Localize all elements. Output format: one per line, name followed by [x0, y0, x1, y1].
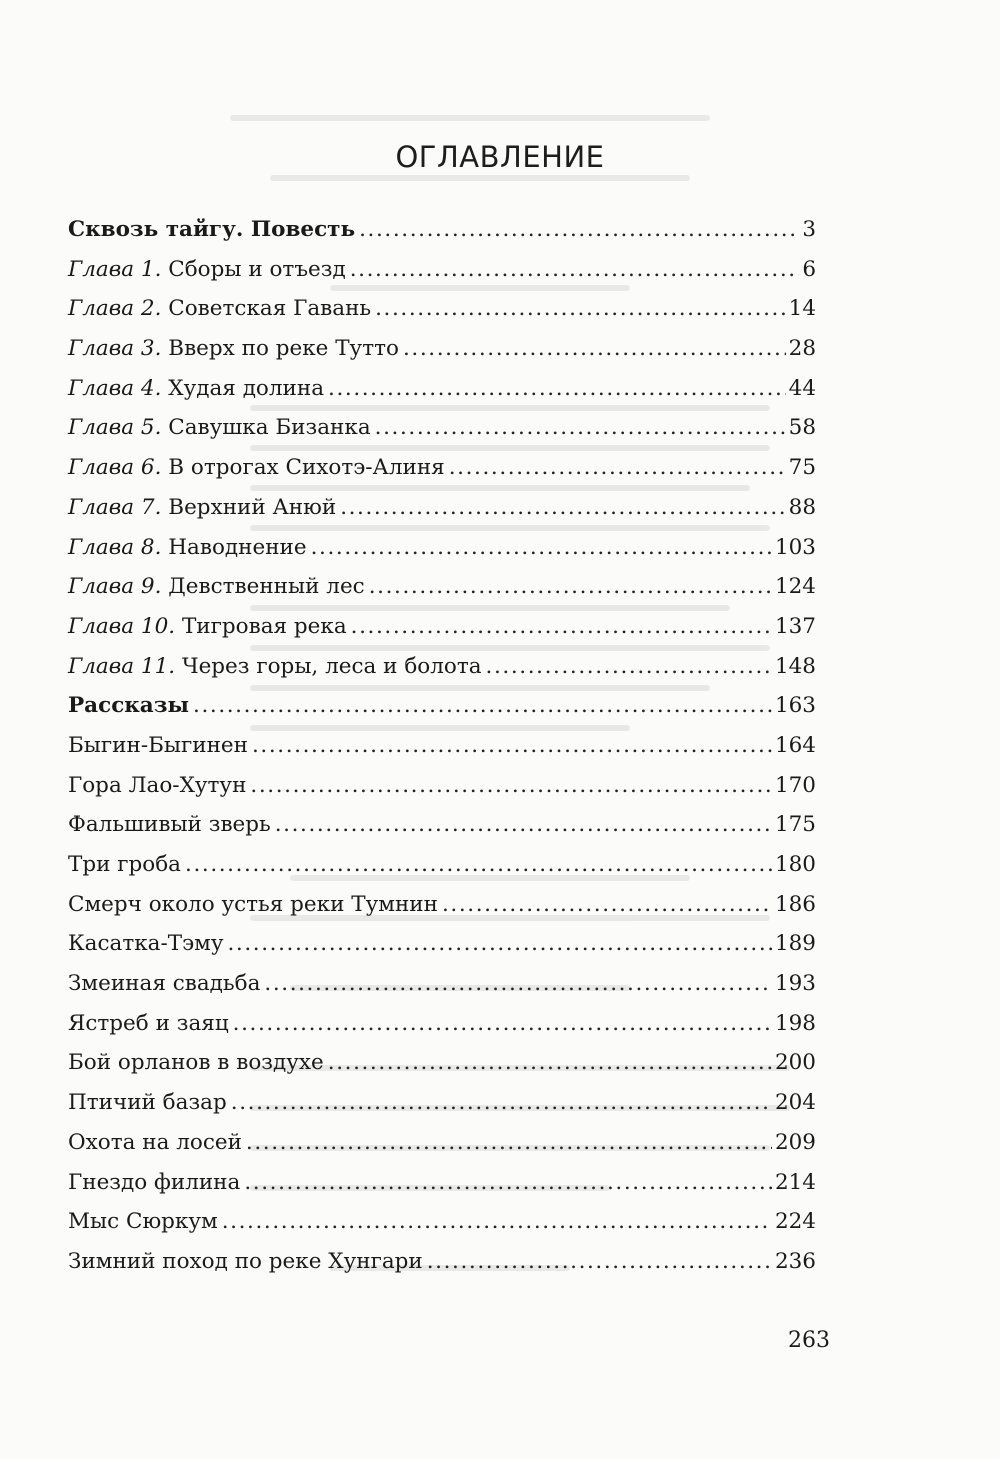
chapter-prefix: Глава 2.	[68, 296, 162, 322]
dot-leader	[244, 1163, 772, 1203]
dot-leader	[486, 647, 772, 687]
story-title: Охота на лосей	[68, 1129, 242, 1155]
toc-page-number: 137	[774, 613, 816, 639]
toc-page-number: 3	[802, 217, 816, 242]
story-title: Три гроба	[68, 852, 182, 877]
toc-story-entry[interactable]	[68, 1043, 816, 1083]
toc-part-title: Сквозь тайгу. Повесть	[68, 217, 356, 242]
dot-leader	[442, 885, 772, 925]
dot-leader	[185, 845, 772, 885]
toc-story-entry[interactable]	[68, 964, 816, 1004]
dot-leader	[252, 726, 772, 766]
toc-story-entry[interactable]	[68, 766, 816, 806]
toc-story-entry[interactable]	[68, 1242, 816, 1282]
toc-story-entry[interactable]	[68, 1083, 816, 1123]
dot-leader	[311, 528, 772, 568]
dot-leader	[340, 488, 785, 528]
toc-chapter-entry[interactable]	[68, 528, 816, 568]
toc-page-number: 103	[774, 534, 816, 560]
chapter-prefix: Глава 6.	[68, 455, 162, 481]
toc-page-number: 224	[774, 1209, 816, 1235]
toc-page-number: 200	[774, 1050, 816, 1076]
toc-page-number: 88	[788, 494, 816, 520]
dot-leader	[427, 1242, 772, 1282]
chapter-title: В отрогах Сихотэ-Алиня	[168, 455, 445, 481]
dot-leader	[275, 805, 772, 845]
toc-story-entry[interactable]	[68, 885, 816, 925]
dot-leader	[403, 329, 786, 369]
dot-leader	[222, 1202, 772, 1242]
page-title: ОГЛАВЛЕНИЕ	[395, 140, 605, 174]
toc-story-entry[interactable]	[68, 924, 816, 964]
chapter-title: Наводнение	[168, 534, 307, 560]
toc-chapter-entry[interactable]	[68, 250, 816, 290]
chapter-title: Верхний Анюй	[168, 494, 337, 520]
toc-chapter-entry[interactable]	[68, 329, 816, 369]
chapter-title: Девственный лес	[168, 574, 365, 600]
toc-page-number: 14	[788, 296, 816, 322]
chapter-prefix: Глава 4.	[68, 375, 162, 401]
chapter-prefix: Глава 10.	[68, 613, 176, 639]
toc-page-number: 236	[774, 1248, 816, 1274]
toc-page-number: 189	[774, 931, 816, 957]
dot-leader	[359, 210, 799, 250]
dot-leader	[351, 607, 772, 647]
table-of-contents	[68, 210, 816, 1282]
toc-page-number: 198	[774, 1010, 816, 1036]
story-title: Фальшивый зверь	[68, 812, 271, 838]
chapter-prefix: Глава 8.	[68, 534, 162, 560]
story-title: Зимний поход по реке Хунгари	[68, 1248, 423, 1274]
story-title: Ястреб и заяц	[68, 1010, 229, 1036]
toc-chapter-entry[interactable]	[68, 289, 816, 329]
toc-story-entry[interactable]	[68, 845, 816, 885]
page-number-footer: 263	[788, 1328, 830, 1353]
story-title: Птичий базар	[68, 1090, 227, 1116]
toc-page-number: 214	[774, 1169, 816, 1195]
toc-page-number: 75	[788, 455, 816, 481]
dot-leader	[369, 567, 772, 607]
chapter-title: Сборы и отъезд	[168, 256, 346, 282]
toc-story-entry[interactable]	[68, 726, 816, 766]
toc-page-number: 193	[774, 971, 816, 997]
chapter-prefix: Глава 9.	[68, 574, 162, 600]
toc-chapter-entry[interactable]	[68, 647, 816, 687]
dot-leader	[328, 1043, 772, 1083]
toc-part-title: Рассказы	[68, 693, 190, 719]
dot-leader	[193, 686, 772, 726]
chapter-prefix: Глава 1.	[68, 256, 162, 282]
toc-page-number: 163	[774, 693, 816, 719]
toc-page-number: 164	[774, 732, 816, 758]
toc-page-number: 28	[788, 336, 816, 362]
toc-page-number: 180	[774, 852, 816, 877]
story-title: Касатка-Тэму	[68, 931, 224, 957]
toc-story-entry[interactable]	[68, 805, 816, 845]
toc-story-entry[interactable]	[68, 1123, 816, 1163]
story-title: Мыс Сюркум	[68, 1209, 218, 1235]
toc-part-heading[interactable]	[68, 210, 816, 250]
dot-leader	[228, 924, 772, 964]
toc-part-heading[interactable]	[68, 686, 816, 726]
chapter-title: Тигровая река	[181, 613, 347, 639]
dot-leader	[233, 1004, 772, 1044]
chapter-title: Вверх по реке Тутто	[168, 336, 399, 362]
story-title: Змеиная свадьба	[68, 971, 261, 997]
toc-chapter-entry[interactable]	[68, 448, 816, 488]
chapter-title: Савушка Бизанка	[168, 415, 371, 441]
dot-leader	[449, 448, 786, 488]
toc-story-entry[interactable]	[68, 1202, 816, 1242]
toc-page-number: 175	[774, 812, 816, 838]
toc-page-number: 170	[774, 772, 816, 798]
toc-chapter-entry[interactable]	[68, 607, 816, 647]
dot-leader	[246, 1123, 772, 1163]
toc-story-entry[interactable]	[68, 1163, 816, 1203]
chapter-title: Через горы, леса и болота	[181, 653, 482, 679]
dot-leader	[375, 289, 786, 329]
story-title: Гора Лао-Хутун	[68, 772, 247, 798]
toc-page-number: 209	[774, 1129, 816, 1155]
toc-page-number: 204	[774, 1090, 816, 1116]
dot-leader	[250, 766, 772, 806]
chapter-title: Худая долина	[168, 375, 325, 401]
toc-page-number: 186	[774, 891, 816, 917]
toc-chapter-entry[interactable]	[68, 369, 816, 409]
dot-leader	[264, 964, 772, 1004]
chapter-prefix: Глава 3.	[68, 336, 162, 362]
chapter-prefix: Глава 7.	[68, 494, 162, 520]
dot-leader	[231, 1083, 772, 1123]
toc-page-number: 6	[802, 256, 816, 282]
toc-page-number: 44	[788, 375, 816, 401]
chapter-prefix: Глава 11.	[68, 653, 176, 679]
story-title: Гнездо филина	[68, 1169, 241, 1195]
chapter-title: Советская Гавань	[168, 296, 372, 322]
dot-leader	[350, 250, 800, 290]
toc-page-number: 148	[774, 653, 816, 679]
dot-leader	[328, 369, 786, 409]
toc-chapter-entry[interactable]	[68, 567, 816, 607]
toc-chapter-entry[interactable]	[68, 408, 816, 448]
toc-page-number: 124	[774, 574, 816, 600]
toc-story-entry[interactable]	[68, 1004, 816, 1044]
chapter-prefix: Глава 5.	[68, 415, 162, 441]
toc-chapter-entry[interactable]	[68, 488, 816, 528]
toc-page-number: 58	[788, 415, 816, 441]
dot-leader	[375, 408, 786, 448]
story-title: Бой орланов в воздухе	[68, 1050, 324, 1076]
story-title: Быгин-Быгинен	[68, 732, 248, 758]
story-title: Смерч около устья реки Тумнин	[68, 891, 438, 917]
